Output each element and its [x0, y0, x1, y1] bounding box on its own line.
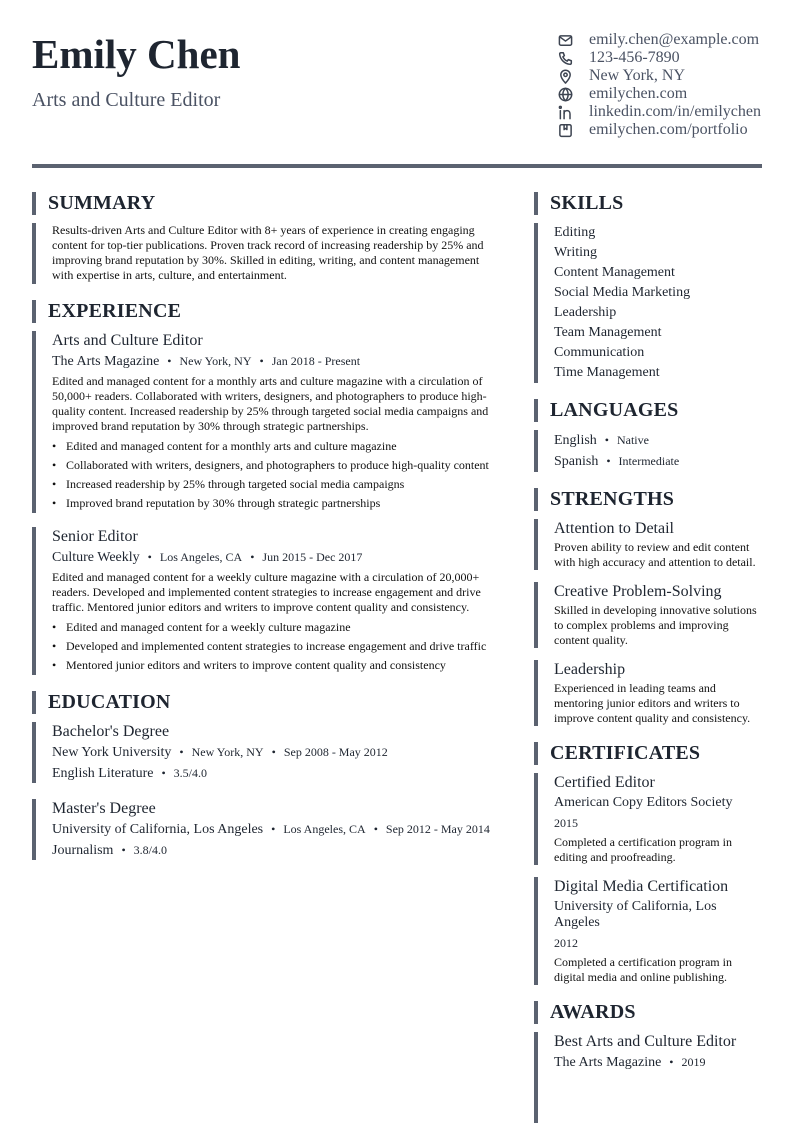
field-of-study: Journalism: [52, 843, 114, 858]
job-meta: [52, 548, 502, 567]
skill-item: Leadership: [554, 305, 617, 320]
skill-item: Content Management: [554, 265, 675, 280]
school-location: Los Angeles, CA: [283, 822, 366, 836]
strength-item: [534, 660, 762, 726]
separator: •: [669, 1055, 674, 1069]
language-level: Native: [616, 433, 649, 447]
strength-title: Creative Problem-Solving: [554, 583, 722, 600]
job-meta: [52, 352, 502, 371]
skills-heading: SKILLS: [534, 192, 762, 215]
contact-portfolio-text: emilychen.com/portfolio: [589, 121, 748, 138]
school: New York University: [52, 745, 172, 760]
strength-description: Skilled in developing innovative solutions to complex problems and improving content quality.: [554, 603, 757, 647]
portfolio-icon: [557, 122, 574, 139]
left-column: [32, 192, 502, 860]
separator: •: [606, 454, 611, 468]
education-dates: Sep 2012 - May 2014: [385, 822, 490, 836]
list-item: • Improved brand reputation by 30% through strategic partnerships: [52, 494, 502, 513]
certificate-description: Completed a certification program in editing and proofreading.: [554, 835, 732, 864]
contact-phone[interactable]: [557, 49, 762, 67]
field-of-study: English Literature: [52, 766, 154, 781]
certificates-heading: CERTIFICATES: [534, 742, 762, 765]
list-item: • Increased readership by 25% through targeted social media campaigns: [52, 475, 502, 494]
contact-location-text: New York, NY: [589, 67, 686, 84]
education-item: [32, 722, 502, 783]
summary-heading: SUMMARY: [32, 192, 502, 215]
job-description: Edited and managed content for a monthly arts and culture magazine with a circulation of 50,000+ readers. Collaborated with writers, designers, and photographers to produce high-quality content. Increased readership by 25% through targeted social media campaigns and improved brand reputation by 30% through strategic partnerships.: [52, 374, 489, 433]
job-company: The Arts Magazine: [52, 354, 160, 369]
job-location: New York, NY: [179, 354, 252, 368]
separator: •: [121, 843, 126, 857]
separator: •: [373, 822, 378, 836]
skills-section: [534, 223, 762, 383]
degree: Bachelor's Degree: [52, 723, 170, 740]
award-year: 2019: [681, 1055, 706, 1069]
language-item: [554, 451, 762, 472]
strengths-heading: STRENGTHS: [534, 488, 762, 511]
skill-item: Team Management: [554, 325, 662, 340]
separator: •: [167, 354, 172, 368]
education-field: [52, 764, 502, 783]
mail-icon: [557, 32, 574, 49]
job-dates: Jun 2015 - Dec 2017: [262, 550, 363, 564]
certificate-org: American Copy Editors Society: [554, 795, 733, 810]
header-divider: [32, 164, 762, 168]
contact-linkedin-text: linkedin.com/in/emilychen: [589, 103, 761, 120]
job-bullets: [52, 618, 502, 675]
separator: •: [604, 433, 609, 447]
experience-item: [32, 331, 502, 513]
strength-title: Attention to Detail: [554, 520, 674, 537]
education-heading: EDUCATION: [32, 691, 502, 714]
globe-icon: [557, 86, 574, 103]
school: University of California, Los Angeles: [52, 822, 264, 837]
strength-description: Proven ability to review and edit content with high accuracy and attention to detail.: [554, 540, 756, 569]
list-item: • Edited and managed content for a monthly arts and culture magazine: [52, 437, 502, 456]
contact-list: [557, 31, 762, 139]
award-title: Best Arts and Culture Editor: [554, 1033, 737, 1050]
skill-item: Communication: [554, 345, 645, 360]
separator: •: [271, 745, 276, 759]
skill-item: Time Management: [554, 365, 660, 380]
separator: •: [147, 550, 152, 564]
gpa: 3.5/4.0: [173, 766, 208, 780]
certificate-year: 2015: [554, 816, 578, 830]
gpa: 3.8/4.0: [133, 843, 167, 857]
skill-item: Editing: [554, 225, 596, 240]
contact-location: [557, 67, 762, 85]
job-bullets: [52, 437, 502, 513]
strength-item: [534, 519, 762, 570]
location-icon: [557, 68, 574, 85]
phone-icon: [557, 50, 574, 67]
resume-header: [32, 30, 762, 148]
job-dates: Jan 2018 - Present: [271, 354, 361, 368]
award-meta: [554, 1053, 762, 1072]
job-title: Senior Editor: [52, 528, 138, 545]
contact-email-text: emily.chen@example.com: [589, 31, 760, 48]
candidate-title: Arts and Culture Editor: [32, 89, 221, 112]
separator: •: [271, 822, 276, 836]
degree: Master's Degree: [52, 800, 156, 817]
job-location: Los Angeles, CA: [159, 550, 243, 564]
experience-heading: EXPERIENCE: [32, 300, 502, 323]
school-location: New York, NY: [191, 745, 264, 759]
list-item: • Mentored junior editors and writers to improve content quality and consistency: [52, 656, 502, 675]
summary-section: [32, 223, 502, 284]
education-field: [52, 841, 502, 860]
experience-item: [32, 527, 502, 675]
language-item: [554, 430, 762, 451]
language-level: Intermediate: [618, 454, 680, 468]
award-org: The Arts Magazine: [554, 1055, 662, 1070]
contact-portfolio[interactable]: [557, 121, 762, 139]
languages-section: [534, 430, 762, 472]
candidate-name: Emily Chen: [32, 31, 241, 77]
separator: •: [250, 550, 255, 564]
skill-item: Social Media Marketing: [554, 285, 691, 300]
certificate-title: Digital Media Certification: [554, 878, 729, 895]
list-item: • Developed and implemented content strategies to increase engagement and drive traffic: [52, 637, 502, 656]
language-name: Spanish: [554, 454, 599, 469]
certificate-org: University of California, Los Angeles: [554, 899, 717, 930]
contact-linkedin[interactable]: [557, 103, 762, 121]
job-company: Culture Weekly: [52, 550, 140, 565]
certificate-description: Completed a certification program in digital media and online publishing.: [554, 955, 732, 984]
education-meta: [52, 743, 502, 762]
contact-website-text: emilychen.com: [589, 85, 688, 102]
certificate-title: Certified Editor: [554, 774, 655, 791]
education-item: [32, 799, 502, 860]
contact-website[interactable]: [557, 85, 762, 103]
strength-item: [534, 582, 762, 648]
job-title: Arts and Culture Editor: [52, 332, 203, 349]
list-item: • Collaborated with writers, designers, and photographers to produce high-quality content: [52, 456, 502, 475]
strength-description: Experienced in leading teams and mentoring junior editors and writers to improve content quality and consistency.: [554, 681, 751, 725]
certificate-item: [534, 773, 762, 865]
awards-heading: AWARDS: [534, 1001, 762, 1024]
skill-item: Writing: [554, 245, 597, 260]
award-item: [534, 1032, 762, 1123]
contact-phone-text: 123-456-7890: [589, 49, 680, 66]
languages-heading: LANGUAGES: [534, 399, 762, 422]
language-name: English: [554, 433, 597, 448]
contact-email[interactable]: [557, 31, 762, 49]
separator: •: [259, 354, 264, 368]
linkedin-icon: [557, 104, 574, 121]
job-description: Edited and managed content for a weekly culture magazine with a circulation of 20,000+ readers. Developed and implemented content strategies to increase engagement and drive traffic. Mentored junior editors and writers to improve content quality and consistency.: [52, 570, 481, 614]
education-dates: Sep 2008 - May 2012: [283, 745, 388, 759]
separator: •: [179, 745, 184, 759]
strength-title: Leadership: [554, 661, 626, 678]
education-meta: [52, 820, 502, 839]
certificate-item: [534, 877, 762, 985]
list-item: • Edited and managed content for a weekly culture magazine: [52, 618, 502, 637]
certificate-year: 2012: [554, 936, 578, 950]
separator: •: [161, 766, 166, 780]
summary-text: Results-driven Arts and Culture Editor with 8+ years of experience in creating engaging content for top-tier publications. Proven track record of increasing readership by 25% and improving brand reputation by 30%. Skilled in editing, writing, and content management with expertise in arts, culture, and entertainment.: [52, 223, 484, 282]
right-column: [534, 192, 762, 1123]
